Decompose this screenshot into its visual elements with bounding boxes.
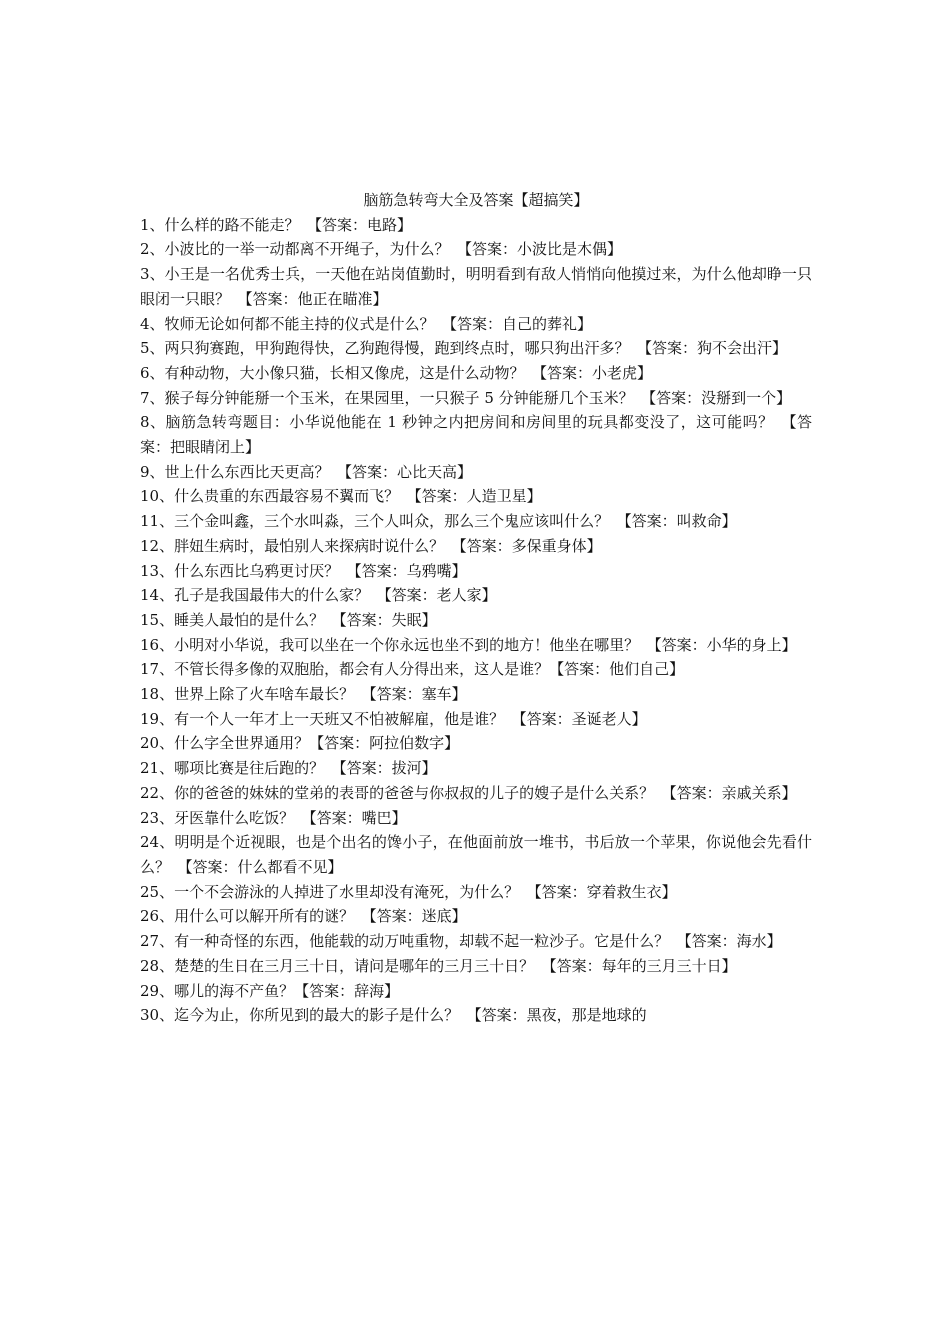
- qa-item-30: 30、迄今为止，你所见到的最大的影子是什么？ 【答案：黑夜，那是地球的: [140, 1006, 647, 1025]
- qa-item-4: 4、牧师无论如何都不能主持的仪式是什么？ 【答案：自己的葬礼】: [140, 314, 593, 333]
- document-body: [140, 188, 812, 1028]
- qa-item-16: 16、小明对小华说，我可以坐在一个你永远也坐不到的地方！他坐在哪里？ 【答案：小华的身上】: [140, 635, 797, 654]
- qa-item-2: 2、小波比的一举一动都离不开绳子，为什么？ 【答案：小波比是木偶】: [140, 240, 623, 259]
- qa-item-17: 17、不管长得多像的双胞胎，都会有人分得出来，这人是谁？【答案：他们自己】: [140, 660, 685, 679]
- qa-item-15: 15、睡美人最怕的是什么？ 【答案：失眠】: [140, 610, 437, 629]
- qa-item-20: 20、什么字全世界通用？【答案：阿拉伯数字】: [140, 734, 460, 753]
- qa-item-22: 22、你的爸爸的妹妹的堂弟的表哥的爸爸与你叔叔的儿子的嫂子是什么关系？ 【答案：亲戚关系】: [140, 783, 797, 802]
- qa-item-9: 9、世上什么东西比天更高？ 【答案：心比天高】: [140, 462, 473, 481]
- qa-item-21: 21、哪项比赛是往后跑的？ 【答案：拔河】: [140, 759, 437, 778]
- qa-item-8: 8、脑筋急转弯题目：小华说他能在 1 秒钟之内把房间和房间里的玩具都变没了，这可能吗？ 【答案：把眼睛闭上】: [140, 413, 812, 457]
- qa-item-29: 29、哪儿的海不产鱼？【答案：辞海】: [140, 981, 400, 1000]
- qa-item-28: 28、楚楚的生日在三月三十日，请问是哪年的三月三十日？ 【答案：每年的三月三十日】: [140, 956, 737, 975]
- qa-item-26: 26、用什么可以解开所有的谜？ 【答案：迷底】: [140, 907, 467, 926]
- qa-item-10: 10、什么贵重的东西最容易不翼而飞？ 【答案：人造卫星】: [140, 487, 542, 506]
- qa-item-19: 19、有一个人一年才上一天班又不怕被解雇，他是谁？ 【答案：圣诞老人】: [140, 709, 647, 728]
- qa-item-6: 6、有种动物，大小像只猫，长相又像虎，这是什么动物？ 【答案：小老虎】: [140, 363, 653, 382]
- qa-item-3: 3、小王是一名优秀士兵，一天他在站岗值勤时，明明看到有敌人悄悄向他摸过来，为什么他却睁一只眼闭一只眼？ 【答案：他正在瞄准】: [140, 265, 812, 308]
- document-title: 脑筋急转弯大全及答案【超搞笑】: [363, 191, 589, 209]
- qa-item-24: 24、明明是个近视眼，也是个出名的馋小子，在他面前放一堆书，书后放一个苹果，你说他会先看什么？ 【答案：什么都看不见】: [140, 833, 812, 876]
- qa-item-7: 7、猴子每分钟能掰一个玉米，在果园里，一只猴子 5 分钟能掰几个玉米？ 【答案：没掰到一个】: [140, 388, 792, 407]
- qa-item-11: 11、三个金叫鑫，三个水叫淼，三个人叫众，那么三个鬼应该叫什么？ 【答案：叫救命】: [140, 512, 737, 531]
- qa-item-27: 27、有一种奇怪的东西，他能载的动万吨重物，却载不起一粒沙子。它是什么？ 【答案：海水】: [140, 932, 782, 951]
- qa-item-5: 5、两只狗赛跑，甲狗跑得快，乙狗跑得慢，跑到终点时，哪只狗出汗多？ 【答案：狗不会出汗】: [140, 339, 788, 358]
- qa-item-13: 13、什么东西比乌鸦更讨厌？ 【答案：乌鸦嘴】: [140, 561, 467, 580]
- qa-item-12: 12、胖妞生病时，最怕别人来探病时说什么？ 【答案：多保重身体】: [140, 536, 602, 555]
- qa-item-1: 1、什么样的路不能走？ 【答案：电路】: [140, 215, 413, 234]
- qa-item-18: 18、世界上除了火车啥车最长？ 【答案：塞车】: [140, 685, 467, 704]
- qa-item-14: 14、孔子是我国最伟大的什么家？ 【答案：老人家】: [140, 586, 497, 605]
- qa-item-25: 25、一个不会游泳的人掉进了水里却没有淹死，为什么？ 【答案：穿着救生衣】: [140, 882, 677, 901]
- qa-item-23: 23、牙医靠什么吃饭？ 【答案：嘴巴】: [140, 808, 407, 827]
